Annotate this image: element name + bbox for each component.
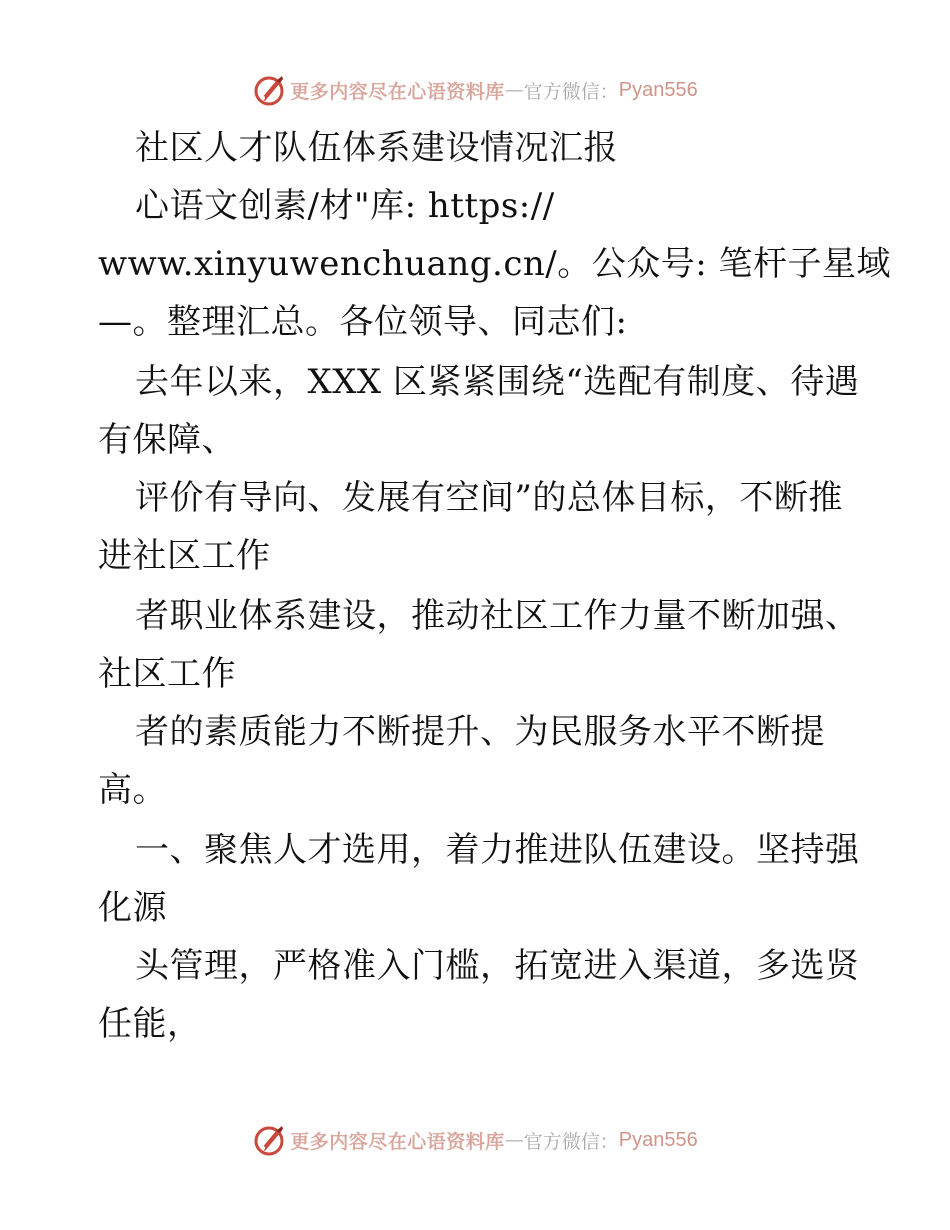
body-line: 者职业体系建设，推动社区工作力量不断加强、	[135, 596, 860, 636]
body-line: 者的素质能力不断提升、为民服务水平不断提	[135, 712, 825, 752]
banner-wechat-label: 官方微信：	[523, 80, 619, 103]
banner-separator: —	[504, 1129, 524, 1151]
banner-brand-text: 更多内容尽在心语资料库	[290, 80, 505, 103]
document-title: 社区人才队伍体系建设情况汇报	[135, 128, 618, 168]
body-line: 有保障、	[98, 420, 236, 460]
body-line: 头管理，严格准入门槛，拓宽进入渠道，多选贤	[135, 946, 860, 986]
banner-brand-text: 更多内容尽在心语资料库	[290, 1130, 505, 1153]
footer-banner	[0, 1120, 950, 1160]
body-line-greeting: —。整理汇总。各位领导、同志们:	[98, 302, 628, 342]
header-banner	[0, 70, 950, 110]
body-line-source: 心语文创素/材"库: https://	[135, 186, 555, 226]
banner-separator: —	[504, 79, 524, 101]
body-line: 高。	[98, 770, 167, 810]
body-line: 进社区工作	[98, 536, 271, 576]
body-line-url: www.xinyuwenchuang.cn/。公众号: 笔杆子星域	[98, 244, 891, 284]
body-line: 任能，	[98, 1004, 202, 1044]
banner-wechat-label: 官方微信：	[523, 1130, 619, 1153]
body-line: 化源	[98, 888, 167, 928]
body-line: 去年以来，XXX 区紧紧围绕“选配有制度、待遇	[135, 362, 860, 402]
banner-wechat-id: Pyan556	[618, 1128, 698, 1151]
banner-wechat-id: Pyan556	[618, 78, 698, 101]
quill-pen-logo-icon	[252, 73, 286, 107]
body-line: 评价有导向、发展有空间”的总体目标，不断推	[135, 478, 843, 518]
quill-pen-logo-icon	[252, 1123, 286, 1157]
section-heading-1: 一、聚焦人才选用，着力推进队伍建设。坚持强	[135, 830, 860, 870]
body-line: 社区工作	[98, 654, 236, 694]
